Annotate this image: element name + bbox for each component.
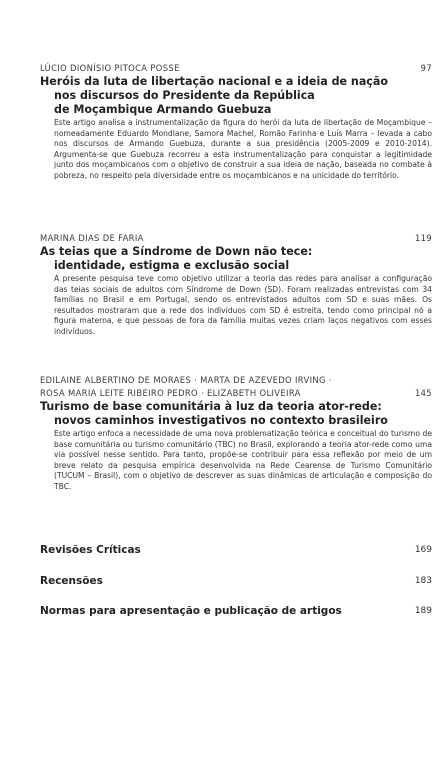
- section-label: Recensões: [40, 575, 103, 587]
- entry-abstract: Este artigo analisa a instrumentalização da figura do herói da luta de libertação de Moçambique – nomeadamente Eduardo Mondlane, Samora Machel, Romão Farinha e Luís Marra – levada a cabo nos discursos de Armando Guebuza, durante a sua presidência (2005-2009 e 2010-2014). Argumenta-se que Guebuza recorreu a esta instrumentalização para conquistar a legitimidade junto dos moçambicanos com o objetivo de construir a sua ideia de nação, baseada no combate à pobreza, no respeito pela diversidade entre os moçambicanos e na unicidade do território.: [54, 118, 432, 180]
- section-page-number: 169: [414, 545, 432, 555]
- title-line: Heróis da luta de libertação nacional e a ideia de nação: [40, 75, 388, 88]
- title-line: novos caminhos investigativos no contexto brasileiro: [54, 414, 388, 427]
- toc-section: [40, 574, 432, 588]
- toc-entry: [40, 232, 432, 338]
- section-page-number: 189: [414, 606, 432, 616]
- author-name: LÚCIO DIONÍSIO PITOCA POSSE: [40, 63, 180, 73]
- title-line: As teias que a Síndrome de Down não tece:: [40, 245, 313, 258]
- section-page-number: 183: [414, 576, 432, 586]
- entry-abstract: Este artigo enfoca a necessidade de uma nova problematização teórica e conceitual do turismo de base comunitária ou turismo comunitário (TBC) no Brasil, explorando a teoria ator-rede como uma via possível nesse sentido. Para tanto, propõe-se contribuir para essa reflexão por meio de um breve relato da pesquisa empírica desenvolvida na Rede Cearense de Turismo Comunitário (TUCUM – Brasil), com o objetivo de descrever as suas dinâmicas de articulação e composição do TBC.: [54, 429, 432, 491]
- entry-abstract: A presente pesquisa teve como objetivo utilizar a teoria das redes para analisar a configuração das teias sociais de adultos com Síndrome de Down (SD). Foram realizadas entrevistas com 34 famílias no Brasil e em Portugal, sendo os entrevistados adultos com SD e suas mães. Os resultados mostraram que a rede dos indivíduos com SD é estreita, tendo como principal nó a figura materna, e que pessoas de fora da família muitas vezes criam laços negativos com esses indivíduos.: [54, 274, 432, 336]
- entry-title: [40, 245, 432, 273]
- entry-title: [40, 75, 432, 117]
- entry-page-number: 119: [414, 233, 432, 243]
- entry-author: [40, 387, 432, 400]
- entry-author: [40, 232, 432, 245]
- title-line: nos discursos do Presidente da República: [54, 89, 315, 102]
- section-label: Revisões Críticas: [40, 544, 141, 556]
- section-label: Normas para apresentação e publicação de artigos: [40, 605, 342, 617]
- entry-page-number: 145: [414, 388, 432, 398]
- toc-section: [40, 543, 432, 557]
- author-name: EDILAINE ALBERTINO DE MORAES · MARTA DE AZEVEDO IRVING ·: [40, 375, 332, 385]
- entry-author: [40, 374, 432, 387]
- toc-entry: [40, 374, 432, 493]
- author-name: MARINA DIAS DE FARIA: [40, 233, 144, 243]
- title-line: de Moçambique Armando Guebuza: [54, 103, 272, 116]
- author-name: ROSA MARIA LEITE RIBEIRO PEDRO · ELIZABETH OLIVEIRA: [40, 388, 301, 398]
- toc-section: [40, 604, 432, 618]
- toc-entry: [40, 62, 432, 182]
- entry-page-number: 97: [420, 63, 432, 73]
- title-line: Turismo de base comunitária à luz da teoria ator-rede:: [40, 400, 382, 413]
- title-line: identidade, estigma e exclusão social: [54, 259, 290, 272]
- entry-author: [40, 62, 432, 75]
- entry-title: [40, 400, 432, 428]
